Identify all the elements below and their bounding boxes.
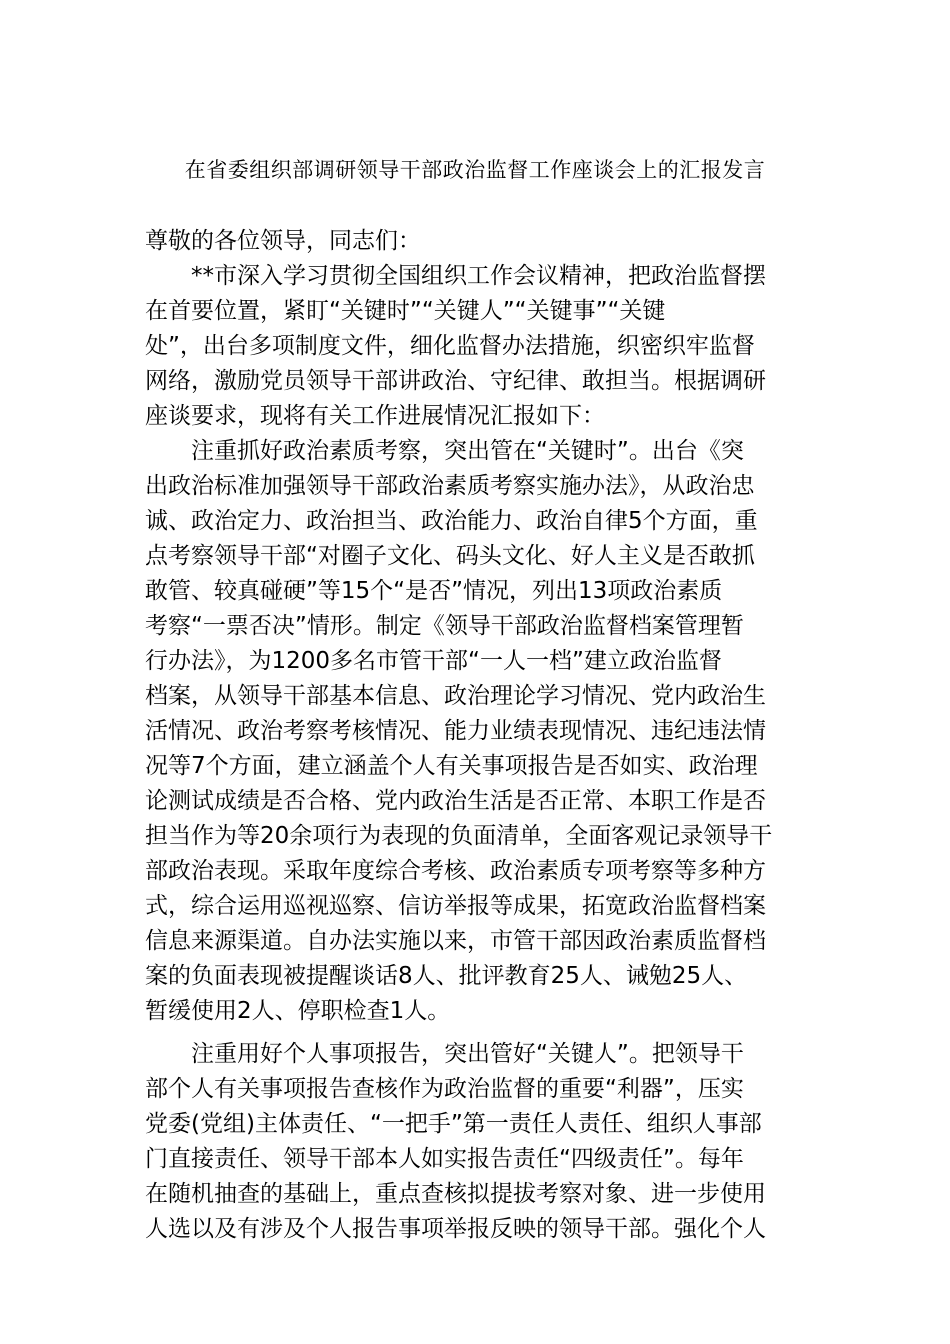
paragraph-line: 式，综合运用巡视巡察、信访举报等成果，拓宽政治监督档案: [145, 893, 766, 919]
document-body: [145, 224, 810, 1247]
paragraph-line: 在首要位置，紧盯“关键时”“关键人”“关键事”“关键: [145, 298, 666, 324]
document-title: 在省委组织部调研领导干部政治监督工作座谈会上的汇报发言: [184, 158, 766, 182]
paragraph-line: 座谈要求，现将有关工作进展情况汇报如下：: [145, 403, 605, 429]
paragraph-gap: [145, 1029, 810, 1037]
paragraph-line: 诚、政治定力、政治担当、政治能力、政治自律5个方面，重: [145, 508, 758, 534]
paragraph-line: 部个人有关事项报告查核作为政治监督的重要“利器”，压实: [145, 1076, 744, 1102]
paragraph-line: 况等7个方面，建立涵盖个人有关事项报告是否如实、政治理: [145, 753, 758, 779]
paragraph-line: 党委(党组)主体责任、“一把手”第一责任人责任、组织人事部: [145, 1111, 762, 1137]
paragraph-line: 暂缓使用2人、停职检查1人。: [145, 998, 451, 1024]
paragraph-line: 行办法》，为1200多名市管干部“一人一档”建立政治监督: [145, 648, 722, 674]
paragraph-line: 论测试成绩是否合格、党内政治生活是否正常、本职工作是否: [145, 788, 766, 814]
paragraph-key-time: [145, 434, 810, 1029]
paragraph-line: 注重用好个人事项报告，突出管好“关键人”。把领导干: [191, 1041, 744, 1067]
paragraph-line: 活情况、政治考察考核情况、能力业绩表现情况、违纪违法情: [145, 718, 766, 744]
paragraph-line: 门直接责任、领导干部本人如实报告责任“四级责任”。每年: [145, 1146, 744, 1172]
paragraph-line: 处”，出台多项制度文件，细化监督办法措施，织密织牢监督: [145, 333, 755, 359]
paragraph-key-person: [145, 1037, 810, 1247]
paragraph-line: 点考察领导干部“对圈子文化、码头文化、好人主义是否敢抓: [145, 543, 755, 569]
paragraph-line: 敢管、较真碰硬”等15个“是否”情况，列出13项政治素质: [145, 578, 723, 604]
paragraph-line: 档案，从领导干部基本信息、政治理论学习情况、党内政治生: [145, 683, 766, 709]
paragraph-intro: [145, 259, 810, 434]
paragraph-line: 网络，激励党员领导干部讲政治、守纪律、敢担当。根据调研: [145, 368, 766, 394]
paragraph-line: 人选以及有涉及个人报告事项举报反映的领导干部。强化个人: [145, 1216, 766, 1242]
paragraph-line: 信息来源渠道。自办法实施以来，市管干部因政治素质监督档: [145, 928, 766, 954]
paragraph-line: 考察“一票否决”情形。制定《领导干部政治监督档案管理暂: [145, 613, 744, 639]
paragraph-line: 出政治标准加强领导干部政治素质考察实施办法》，从政治忠: [145, 473, 755, 499]
paragraph-line: 在随机抽查的基础上，重点查核拟提拔考察对象、进一步使用: [145, 1181, 766, 1207]
paragraph-line: 注重抓好政治素质考察，突出管在“关键时”。出台《突: [191, 438, 744, 464]
paragraph-line: **市深入学习贯彻全国组织工作会议精神，把政治监督摆: [191, 263, 766, 289]
paragraph-line: 担当作为等20余项行为表现的负面清单，全面客观记录领导干: [145, 823, 773, 849]
salutation: 尊敬的各位领导，同志们：: [145, 228, 421, 254]
paragraph-line: 案的负面表现被提醒谈话8人、批评教育25人、诫勉25人、: [145, 963, 748, 989]
paragraph-line: 部政治表现。采取年度综合考核、政治素质专项考察等多种方: [145, 858, 766, 884]
